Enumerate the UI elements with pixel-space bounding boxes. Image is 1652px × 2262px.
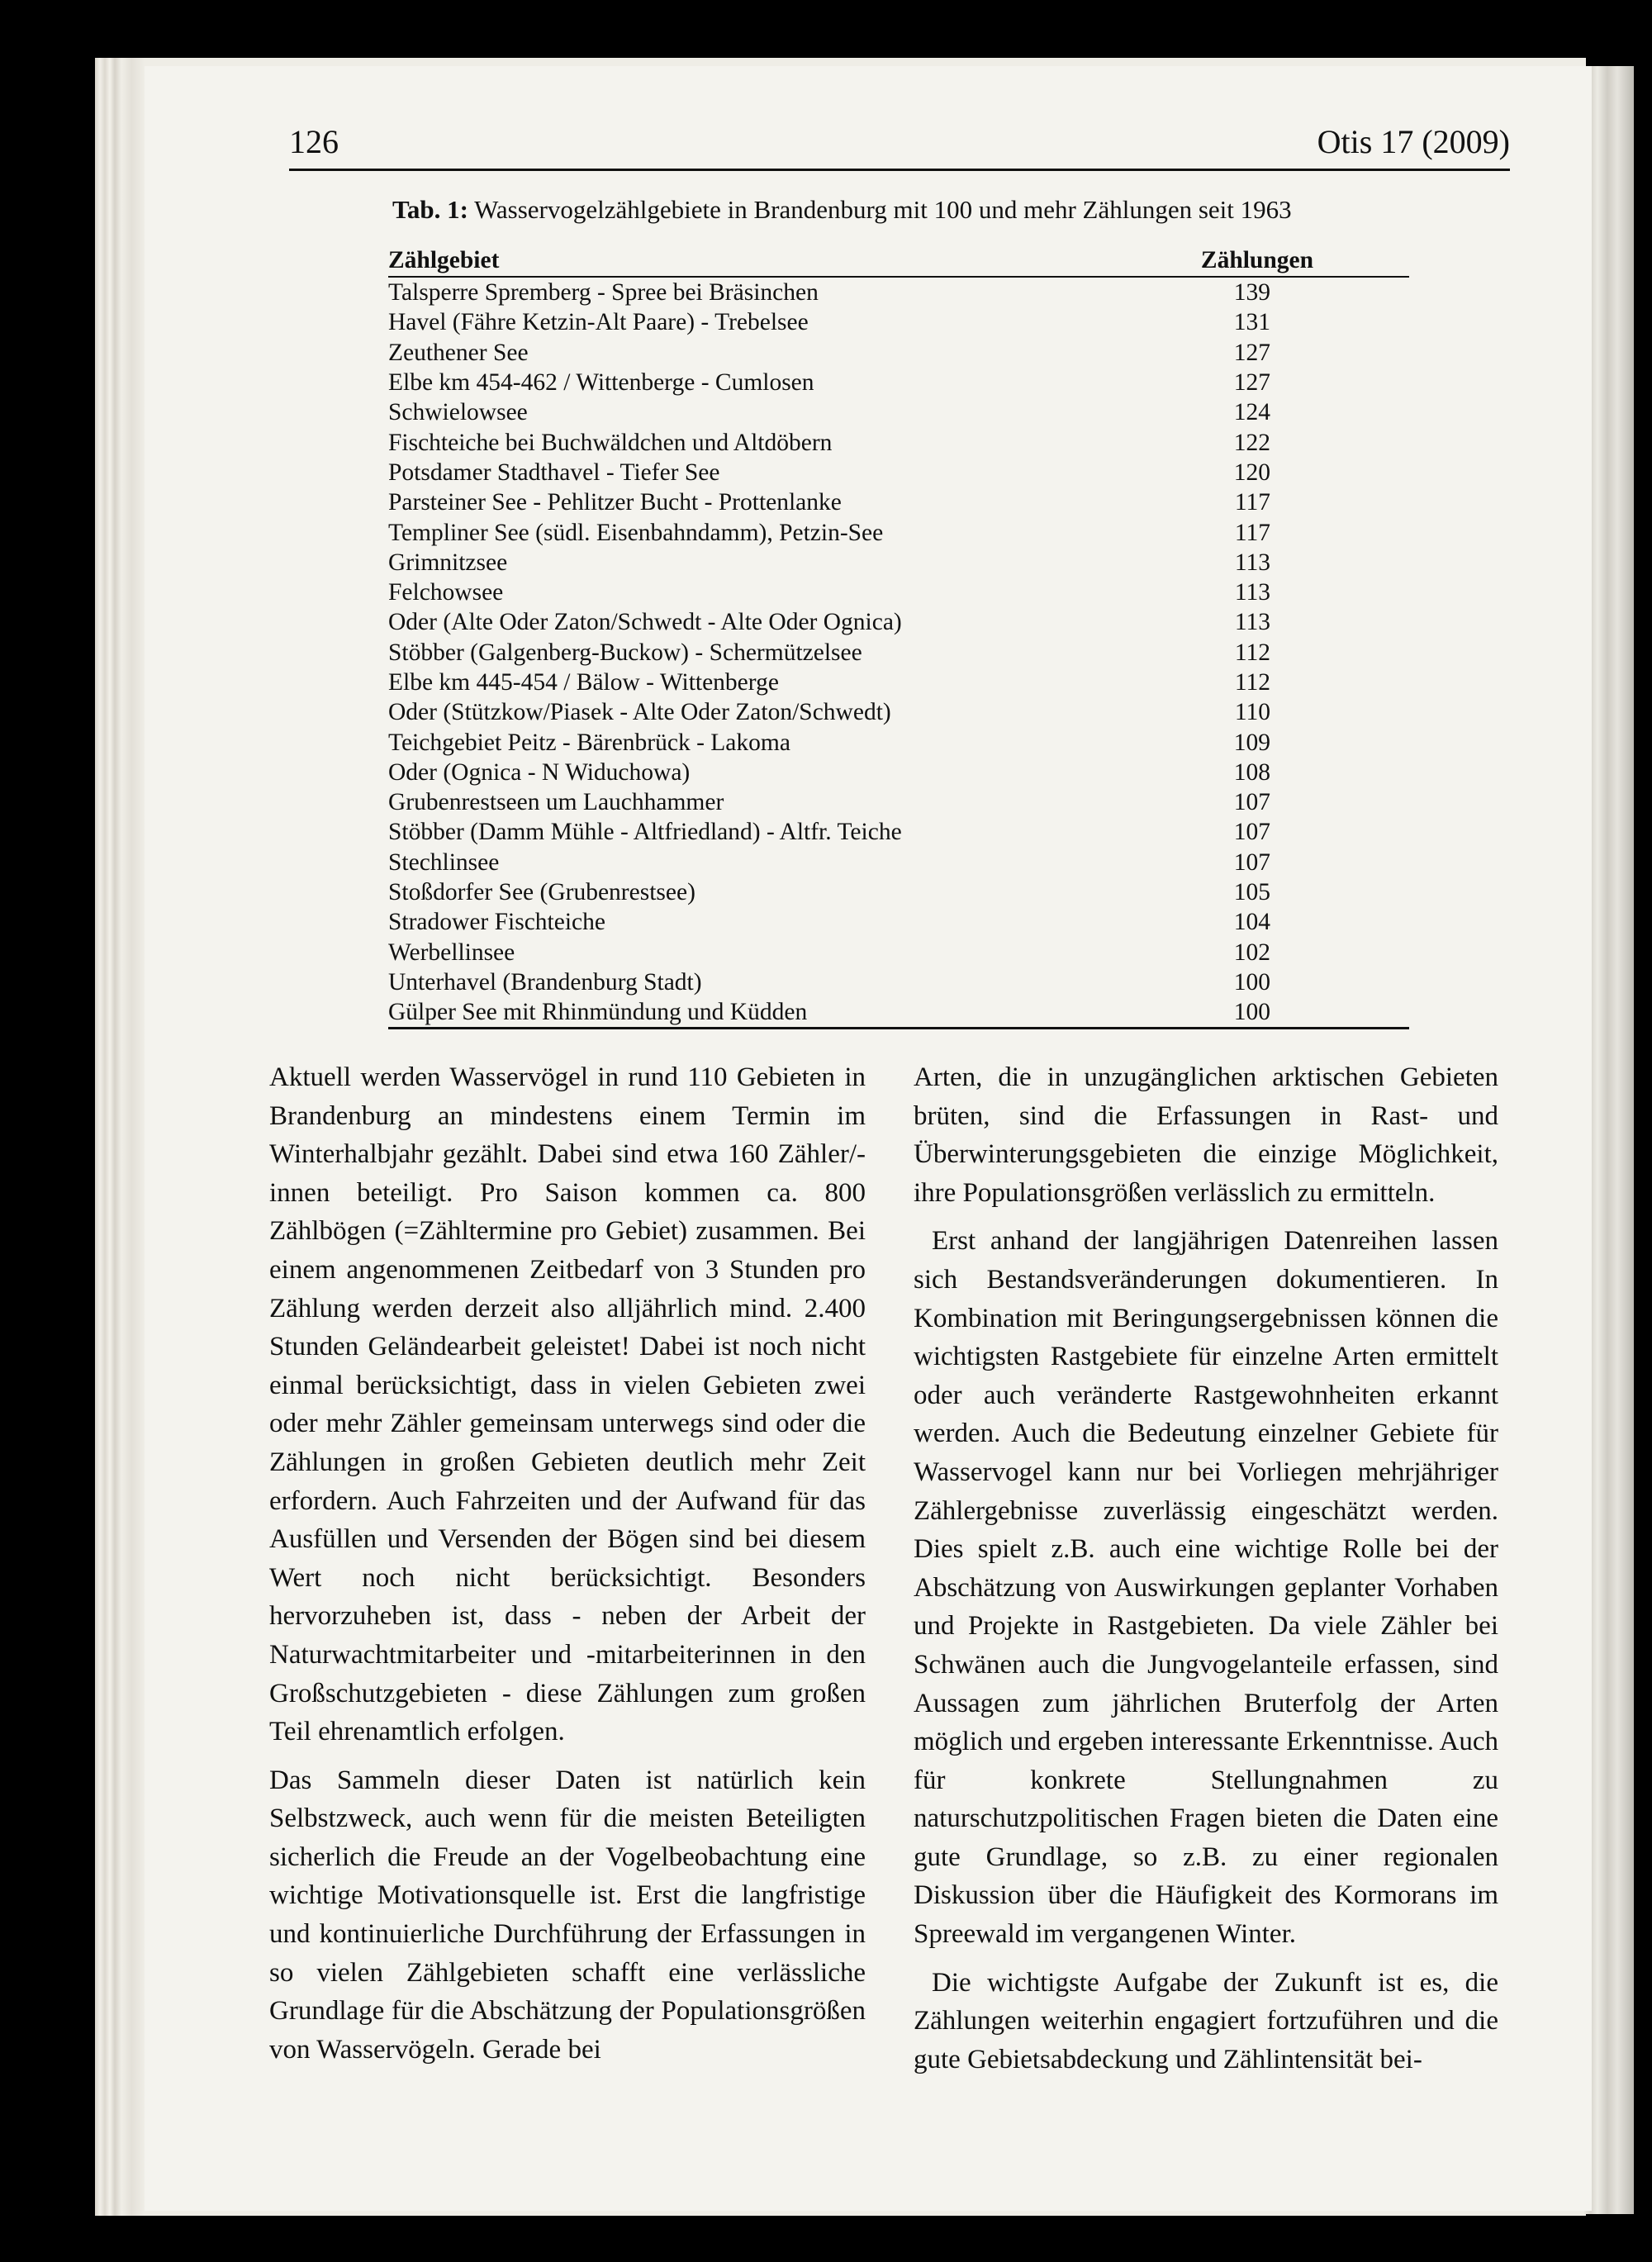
table-row bbox=[388, 338, 1409, 368]
count-cell: 108 bbox=[1233, 758, 1270, 786]
table-row bbox=[388, 848, 1409, 877]
table-row bbox=[388, 638, 1409, 668]
journal-reference: Otis 17 (2009) bbox=[1317, 123, 1510, 160]
count-cell: 100 bbox=[1233, 968, 1270, 996]
table-caption-label: Tab. 1: bbox=[392, 195, 468, 224]
count-cell: 100 bbox=[1114, 997, 1409, 1029]
area-cell: Stechlinsee bbox=[388, 848, 500, 876]
area-cell: Grimnitzsee bbox=[388, 549, 508, 576]
area-cell: Schwielowsee bbox=[388, 399, 528, 426]
count-cell: 107 bbox=[1233, 848, 1270, 876]
count-cell: 110 bbox=[1234, 699, 1270, 726]
area-cell: Elbe km 445-454 / Bälow - Wittenberge bbox=[388, 669, 779, 696]
table-row bbox=[388, 277, 1409, 307]
table-row bbox=[388, 787, 1409, 817]
area-cell: Stoßdorfer See (Grubenrestsee) bbox=[388, 879, 695, 906]
table-row bbox=[388, 458, 1409, 487]
table-caption bbox=[392, 195, 1292, 225]
area-cell: Gülper See mit Rhinmündung und Küdden bbox=[388, 997, 1114, 1029]
area-cell: Elbe km 454-462 / Wittenberge - Cumlosen bbox=[388, 369, 814, 397]
table-row bbox=[388, 517, 1409, 547]
area-cell: Stöbber (Damm Mühle - Altfriedland) - Altfr. Teiche bbox=[388, 819, 902, 846]
table-row bbox=[388, 577, 1409, 607]
table-row bbox=[388, 727, 1409, 757]
paragraph: Erst anhand der langjährigen Datenreihen lassen sich Bestandsveränderungen dokumentieren. In Kombination mit Beringungsergebnissen können die wichtigsten Rastgebiete für einzelne Arten ermittelt oder auch veränderte Rastgewohnheiten erkannt werden. Auch die Bedeutung einzelner Gebiete für Wasservogel kann nur bei Vorliegen mehrjähriger Zählergebnisse zuverlässig eingeschätzt werden. Dies spielt z.B. auch eine wichtige Rolle bei der Abschätzung von Auswirkungen geplanter Vorhaben und Projekte in Rastgebieten. Da viele Zähler bei Schwänen auch die Jungvogelanteile erfassen, sind Aussagen zum jährlichen Bruterfolg der Arten möglich und ergeben interessante Erkenntnisse. Auch für konkrete Stellungnahmen zu naturschutzpolitischen Fragen bieten die Daten eine gute Grundlage, so z.B. zu einer regionalen Diskussion über die Häufigkeit des Kormorans im Spreewald im vergangenen Winter. bbox=[914, 1226, 1498, 1950]
count-cell: 131 bbox=[1233, 309, 1270, 336]
table-row bbox=[388, 397, 1409, 427]
running-head bbox=[289, 122, 1510, 171]
table-row bbox=[388, 427, 1409, 457]
table-row bbox=[388, 548, 1409, 577]
table-row bbox=[388, 487, 1409, 517]
table-row bbox=[388, 668, 1409, 697]
count-cell: 102 bbox=[1233, 939, 1270, 966]
area-cell: Talsperre Spremberg - Spree bei Bräsinchen bbox=[388, 279, 819, 307]
area-cell: Potsdamer Stadthavel - Tiefer See bbox=[388, 459, 720, 486]
area-cell: Zeuthener See bbox=[388, 339, 529, 366]
table-row bbox=[388, 877, 1409, 907]
area-cell: Fischteiche bei Buchwäldchen und Altdöbern bbox=[388, 429, 833, 456]
area-cell: Parsteiner See - Pehlitzer Bucht - Prottenlanke bbox=[388, 489, 842, 516]
count-cell: 112 bbox=[1234, 669, 1270, 696]
count-cell: 113 bbox=[1234, 609, 1270, 636]
area-cell: Oder (Alte Oder Zaton/Schwedt - Alte Oder Ognica) bbox=[388, 609, 902, 636]
area-cell: Templiner See (südl. Eisenbahndamm), Petzin-See bbox=[388, 519, 884, 546]
table-row bbox=[388, 307, 1409, 337]
area-cell: Teichgebiet Peitz - Bärenbrück - Lakoma bbox=[388, 729, 790, 756]
area-cell: Stradower Fischteiche bbox=[388, 909, 605, 936]
count-cell: 109 bbox=[1233, 729, 1270, 756]
table-row bbox=[388, 907, 1409, 937]
count-cell: 139 bbox=[1233, 279, 1270, 307]
area-cell: Grubenrestseen um Lauchhammer bbox=[388, 789, 724, 816]
table-row bbox=[388, 967, 1409, 997]
area-cell: Oder (Stützkow/Piasek - Alte Oder Zaton/Schwedt) bbox=[388, 699, 891, 726]
count-cell: 127 bbox=[1233, 369, 1270, 397]
body-column-left bbox=[269, 1058, 866, 2069]
area-cell: Werbellinsee bbox=[388, 939, 515, 966]
count-cell: 127 bbox=[1233, 339, 1270, 366]
column-header-count: Zählungen bbox=[1114, 245, 1409, 277]
count-cell: 117 bbox=[1234, 519, 1270, 546]
count-cell: 117 bbox=[1234, 489, 1270, 516]
page-number: 126 bbox=[289, 123, 339, 160]
paragraph: Die wichtigste Aufgabe der Zukunft ist es, die Zählungen weiterhin engagiert fortzuführen und die gute Gebietsabdeckung und Zählintensität bei- bbox=[914, 1967, 1498, 2074]
area-cell: Havel (Fähre Ketzin-Alt Paare) - Trebelsee bbox=[388, 309, 809, 336]
table-row bbox=[388, 997, 1409, 1029]
right-page-edge bbox=[1584, 66, 1634, 2214]
table-row bbox=[388, 697, 1409, 727]
table-row bbox=[388, 607, 1409, 637]
column-header-area: Zählgebiet bbox=[388, 245, 1114, 277]
count-cell: 113 bbox=[1234, 579, 1270, 606]
count-cell: 122 bbox=[1233, 429, 1270, 456]
area-cell: Oder (Ognica - N Widuchowa) bbox=[388, 758, 691, 786]
paragraph: Arten, die in unzugänglichen arktischen Gebieten brüten, sind die Erfassungen in Rast- und Überwinterungsgebieten die einzige Möglichkeit, ihre Populationsgrößen verlässlich zu ermitteln. bbox=[914, 1062, 1498, 1208]
count-cell: 107 bbox=[1233, 819, 1270, 846]
area-cell: Felchowsee bbox=[388, 579, 504, 606]
count-cell: 120 bbox=[1233, 459, 1270, 486]
body-column-right bbox=[914, 1058, 1498, 2079]
area-cell: Unterhavel (Brandenburg Stadt) bbox=[388, 968, 702, 996]
table-row bbox=[388, 368, 1409, 397]
table-header-row bbox=[388, 245, 1409, 277]
table-caption-text: Wasservogelzählgebiete in Brandenburg mit 100 und mehr Zählungen seit 1963 bbox=[468, 195, 1292, 224]
count-cell: 107 bbox=[1233, 789, 1270, 816]
count-cell: 124 bbox=[1233, 399, 1270, 426]
table-body bbox=[388, 277, 1409, 1029]
count-cell: 105 bbox=[1233, 879, 1270, 906]
table-row bbox=[388, 758, 1409, 787]
count-cell: 113 bbox=[1234, 549, 1270, 576]
paragraph: Aktuell werden Wasservögel in rund 110 Gebieten in Brandenburg an mindestens einem Termin im Winterhalbjahr gezählt. Dabei sind etwa 160 Zähler/-innen beteiligt. Pro Saison kommen ca. 800 Zählbögen (=Zähltermine pro Gebiet) zusammen. Bei einem angenommenen Zeitbedarf von 3 Stunden pro Zählung werden derzeit also alljährlich mind. 2.400 Stunden Geländearbeit geleistet! Dabei ist noch nicht einmal berücksichtigt, dass in vielen Gebieten zwei oder mehr Zähler gemeinsam unterwegs sind oder die Zählungen in großen Gebieten deutlich mehr Zeit erfordern. Auch Fahrzeiten und der Aufwand für das Ausfüllen und Versenden der Bögen sind bei diesem Wert noch nicht berücksichtigt. Besonders hervorzuheben ist, dass - neben der Arbeit der Naturwachtmitarbeiter und -mitarbeiterinnen in den Großschutzgebieten - diese Zählungen zum großen Teil ehrenamtlich erfolgen. bbox=[269, 1062, 866, 1747]
counting-areas-table bbox=[388, 245, 1409, 1029]
table-row bbox=[388, 938, 1409, 967]
table-row bbox=[388, 817, 1409, 847]
area-cell: Stöbber (Galgenberg-Buckow) - Schermützelsee bbox=[388, 639, 862, 666]
count-cell: 112 bbox=[1234, 639, 1270, 666]
paragraph: Das Sammeln dieser Daten ist natürlich kein Selbstzweck, auch wenn für die meisten Beteiligten sicherlich die Freude an der Vogelbeobachtung eine wichtige Motivationsquelle ist. Erst die langfristige und kontinuierliche Durchführung der Erfassungen in so vielen Zählgebieten schafft eine verlässliche Grundlage für die Abschätzung der Populationsgrößen von Wasservögeln. Gerade bei bbox=[269, 1765, 866, 2065]
count-cell: 104 bbox=[1233, 909, 1270, 936]
